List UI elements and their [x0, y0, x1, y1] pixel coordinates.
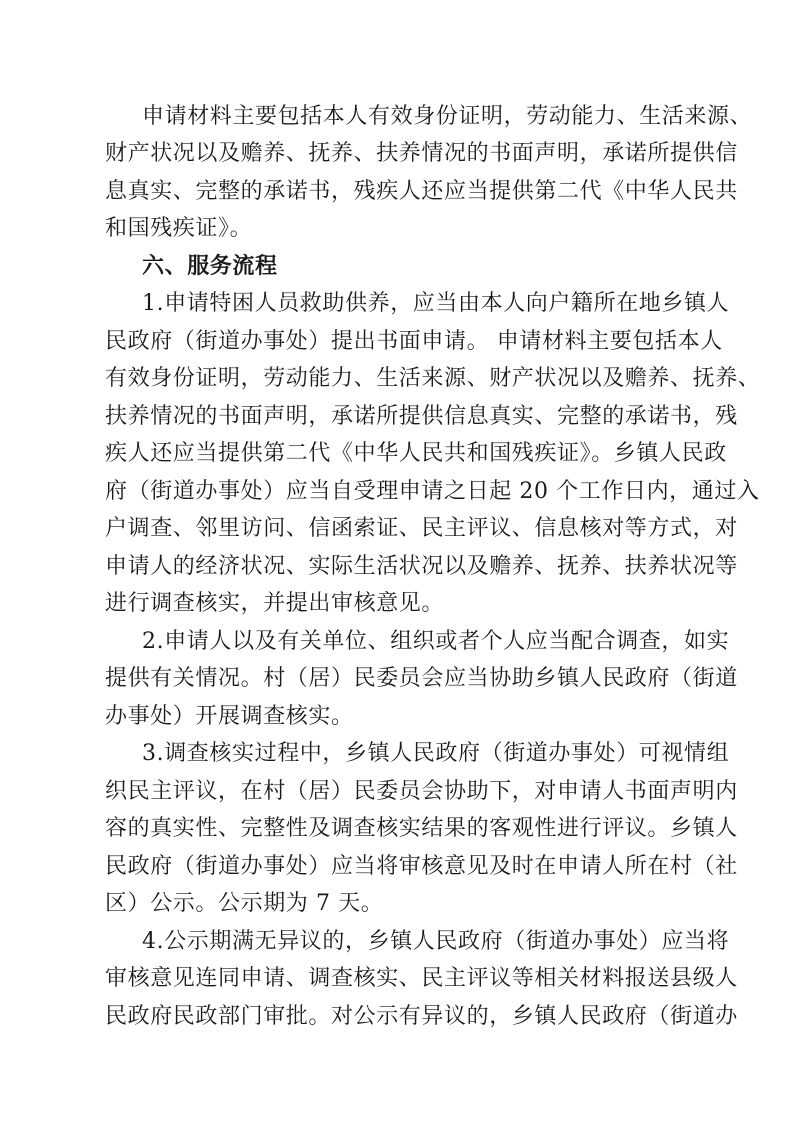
paragraph-line: 1.申请特困人员救助供养，应当由本人向户籍所在地乡镇人	[142, 291, 730, 316]
paragraph-line: 有效身份证明，劳动能力、生活来源、财产状况以及赡养、抚养、	[105, 366, 761, 391]
paragraph-line: 3.调查核实过程中，乡镇人民政府（街道办事处）可视情组	[142, 741, 730, 766]
paragraph-line: 户调查、邻里访问、信函索证、民主评议、信息核对等方式，对	[105, 516, 738, 541]
paragraph-line: 息真实、完整的承诺书，残疾人还应当提供第二代《中华人民共	[105, 179, 738, 204]
paragraph-line: 进行调查核实，并提出审核意见。	[105, 591, 445, 616]
paragraph-line: 申请人的经济状况、实际生活状况以及赡养、抚养、扶养状况等	[105, 554, 738, 579]
paragraph-line: 提供有关情况。村（居）民委员会应当协助乡镇人民政府（街道	[105, 666, 738, 691]
paragraph-line: 织民主评议，在村（居）民委员会协助下，对申请人书面声明内	[105, 779, 738, 804]
paragraph-line: 财产状况以及赡养、抚养、扶养情况的书面声明，承诺所提供信	[105, 141, 738, 166]
paragraph-line: 容的真实性、完整性及调查核实结果的客观性进行评议。乡镇人	[105, 816, 738, 841]
paragraph-line: 府（街道办事处）应当自受理申请之日起 20 个工作日内，通过入	[105, 479, 760, 504]
section-heading: 六、服务流程	[142, 254, 278, 279]
paragraph-line: 申请材料主要包括本人有效身份证明，劳动能力、生活来源、	[142, 104, 753, 129]
paragraph-line: 和国残疾证》。	[105, 216, 253, 241]
paragraph-line: 4.公示期满无异议的，乡镇人民政府（街道办事处）应当将	[142, 929, 730, 954]
paragraph-line: 扶养情况的书面声明，承诺所提供信息真实、完整的承诺书，残	[105, 404, 738, 429]
paragraph-line: 民政府（街道办事处）应当将审核意见及时在申请人所在村（社	[105, 854, 738, 879]
paragraph-line: 办事处）开展调查核实。	[105, 704, 354, 729]
paragraph-line: 审核意见连同申请、调查核实、民主评议等相关材料报送县级人	[105, 966, 738, 991]
paragraph-line: 2.申请人以及有关单位、组织或者个人应当配合调查，如实	[142, 629, 730, 654]
paragraph-line: 区）公示。公示期为 7 天。	[105, 891, 384, 916]
paragraph-line: 民政府（街道办事处）提出书面申请。 申请材料主要包括本人	[105, 329, 723, 354]
paragraph-line: 民政府民政部门审批。对公示有异议的，乡镇人民政府（街道办	[105, 1004, 738, 1029]
paragraph-line: 疾人还应当提供第二代《中华人民共和国残疾证》。乡镇人民政	[105, 441, 727, 466]
